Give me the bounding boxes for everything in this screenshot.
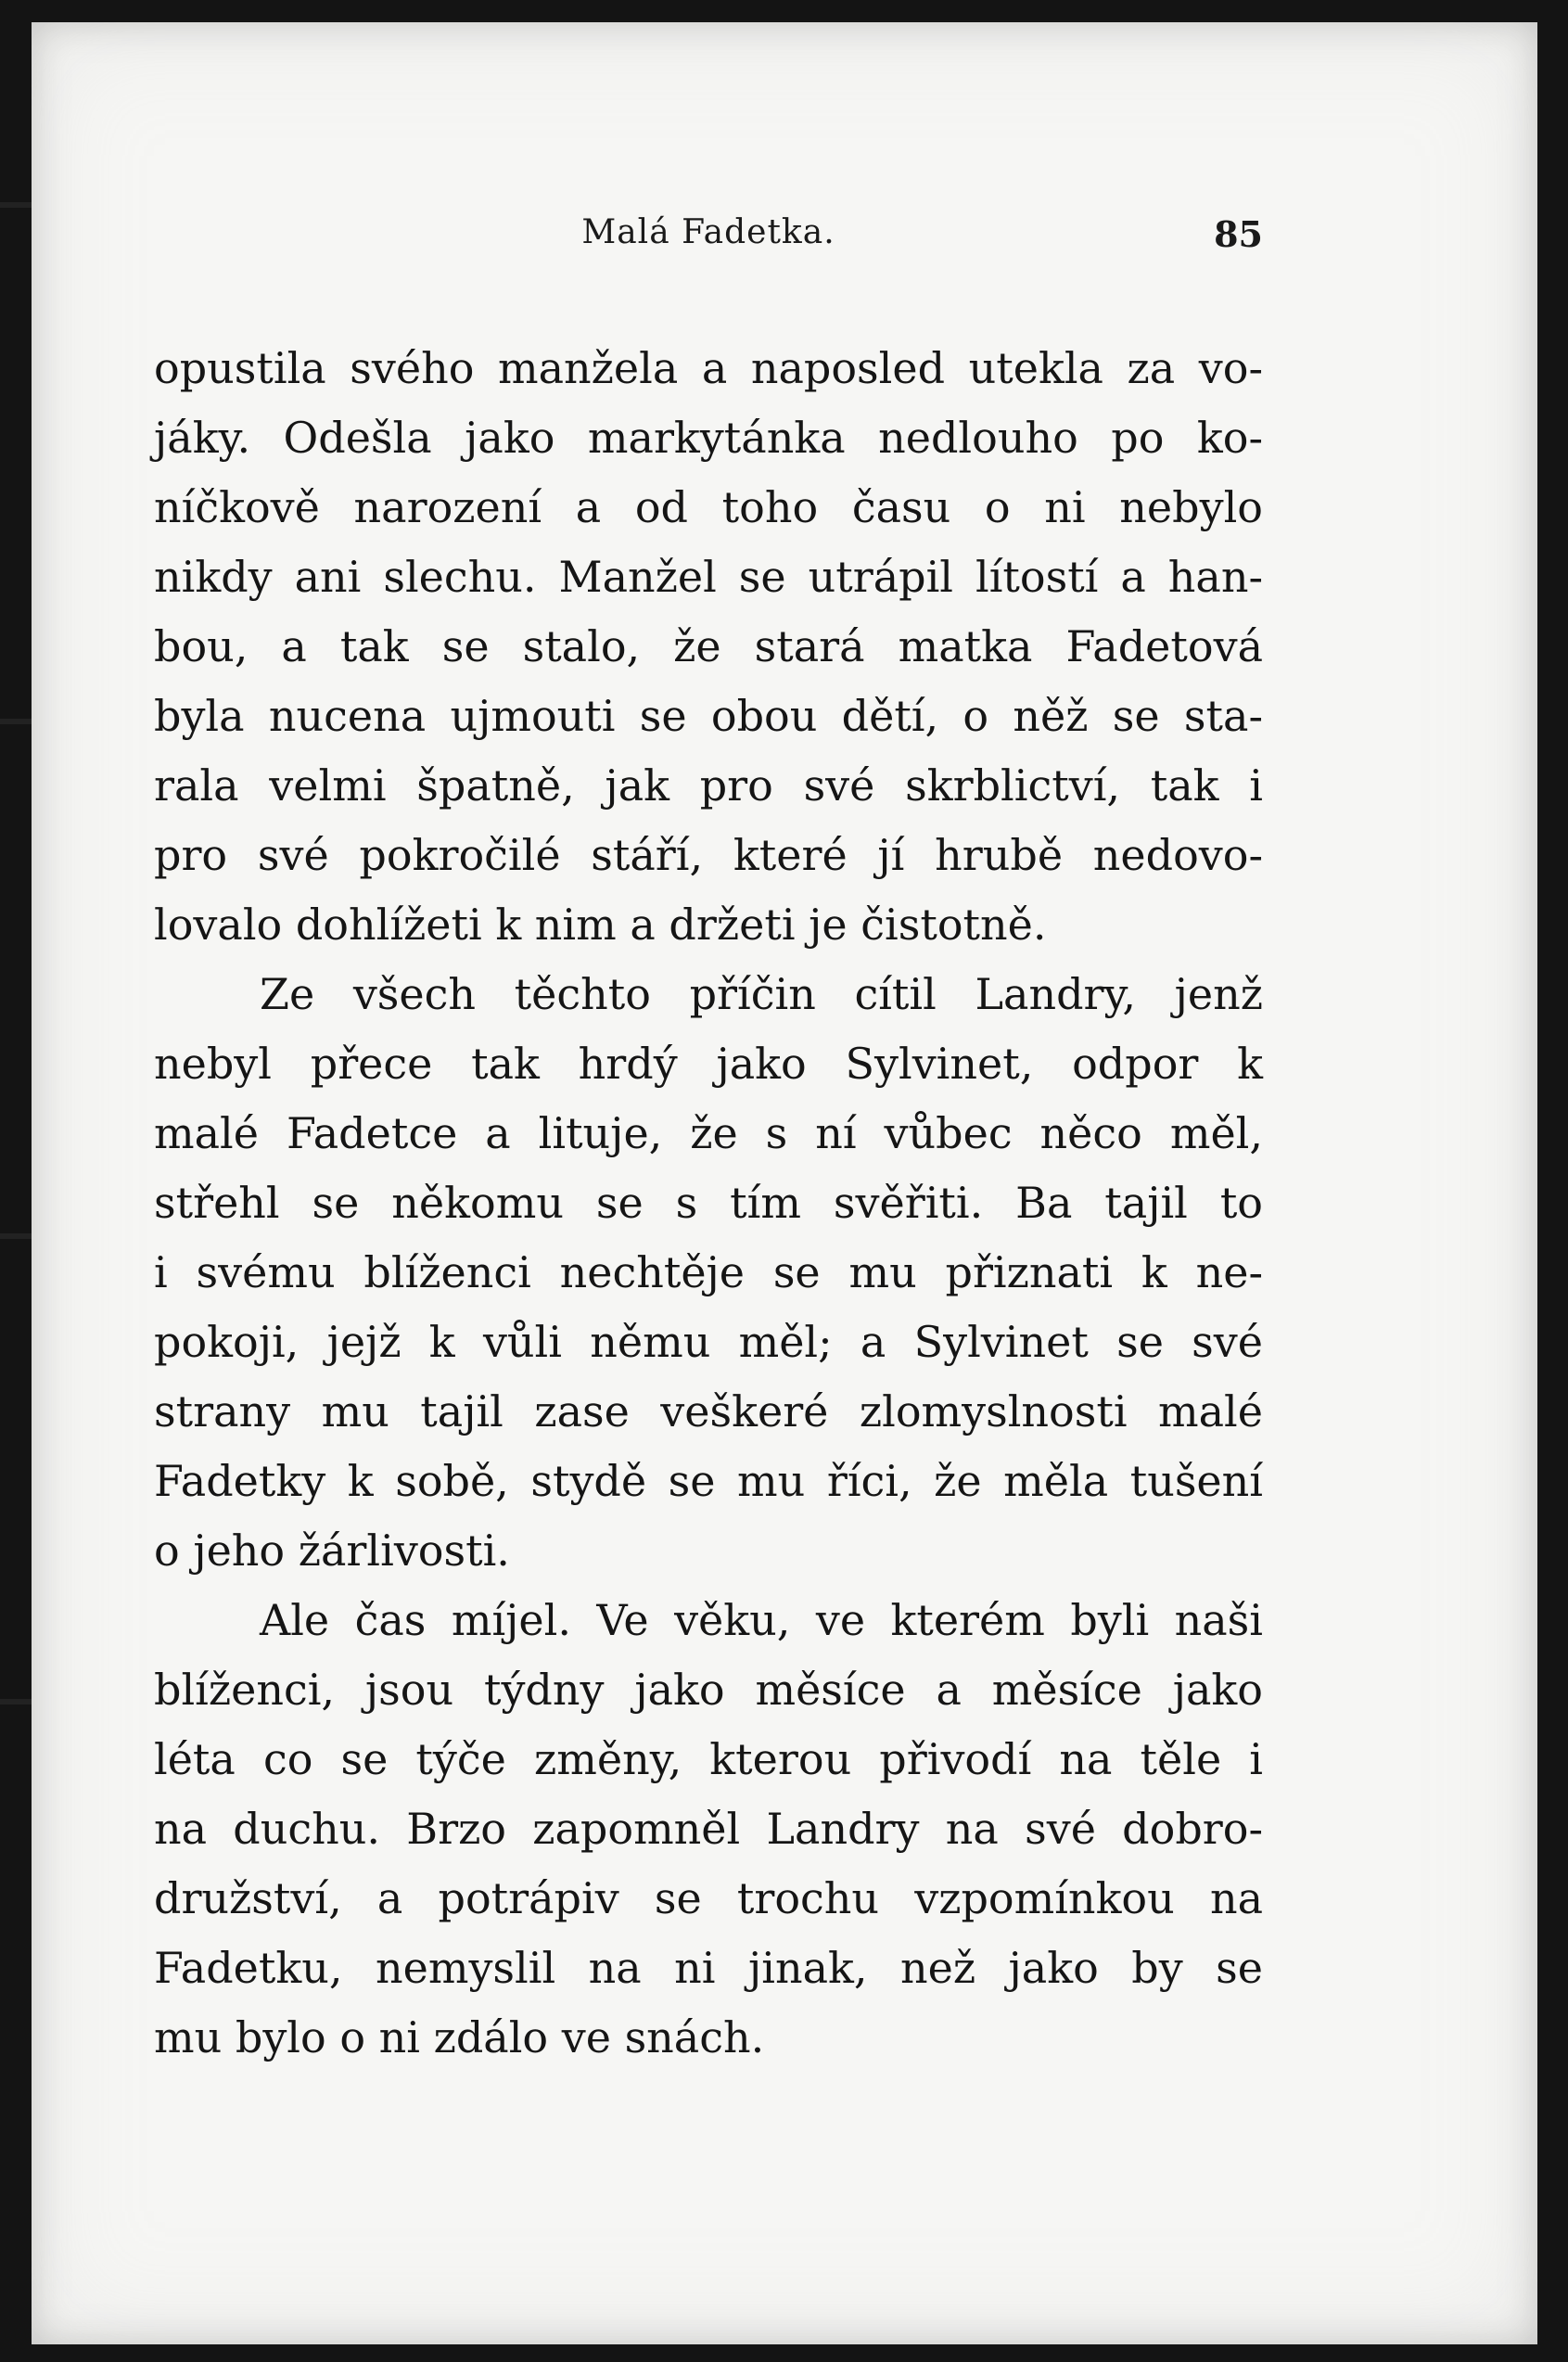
text-line: i svému blíženci nechtěje se mu přiznati k ne- xyxy=(154,1247,1263,1297)
text-line: mu bylo o ni zdálo ve snách. xyxy=(154,2012,765,2062)
text-line: pokoji, jejž k vůli němu měl; a Sylvinet se své xyxy=(154,1317,1263,1367)
page-number: 85 xyxy=(1214,213,1263,255)
text-line: Ze všech těchto příčin cítil Landry, jenž xyxy=(260,969,1263,1019)
running-head xyxy=(154,213,1263,269)
text-line: bou, a tak se stalo, že stará matka Fadetová xyxy=(154,621,1263,671)
text-line: Fadetku, nemyslil na ni jinak, než jako by se xyxy=(154,1943,1263,1993)
text-line: opustila svého manžela a naposled utekla za vo- xyxy=(154,343,1263,393)
text-line: rala velmi špatně, jak pro své skrblictví, tak i xyxy=(154,760,1263,811)
text-line: střehl se někomu se s tím svěřiti. Ba tajil to xyxy=(154,1178,1263,1228)
text-line: níčkově narození a od toho času o ni nebylo xyxy=(154,482,1263,532)
text-line: Fadetky k sobě, stydě se mu říci, že měla tušení xyxy=(154,1456,1263,1506)
text-line: jáky. Odešla jako markytánka nedlouho po ko- xyxy=(154,413,1263,463)
text-line: byla nucena ujmouti se obou dětí, o něž se sta- xyxy=(154,691,1263,741)
text-line: pro své pokročilé stáří, které jí hrubě nedovo- xyxy=(154,830,1263,880)
text-line: o jeho žárlivosti. xyxy=(154,1526,510,1576)
text-line: družství, a potrápiv se trochu vzpomínkou na xyxy=(154,1873,1263,1923)
text-line: nikdy ani slechu. Manžel se utrápil lítostí a han- xyxy=(154,552,1263,602)
text-line: Ale čas míjel. Ve věku, ve kterém byli naši xyxy=(260,1595,1263,1645)
text-line: malé Fadetce a lituje, že s ní vůbec něco měl, xyxy=(154,1108,1263,1158)
text-line: nebyl přece tak hrdý jako Sylvinet, odpor k xyxy=(154,1039,1263,1089)
body-text xyxy=(154,334,1263,2073)
text-line: strany mu tajil zase veškeré zlomyslnosti malé xyxy=(154,1386,1263,1436)
text-line: na duchu. Brzo zapomněl Landry na své dobro- xyxy=(154,1804,1263,1854)
text-line: blíženci, jsou týdny jako měsíce a měsíce jako xyxy=(154,1665,1263,1715)
running-head-title: Malá Fadetka. xyxy=(581,213,835,251)
text-line: léta co se týče změny, kterou přivodí na těle i xyxy=(154,1734,1263,1784)
text-line: lovalo dohlížeti k nim a držeti je čistotně. xyxy=(154,900,1047,950)
